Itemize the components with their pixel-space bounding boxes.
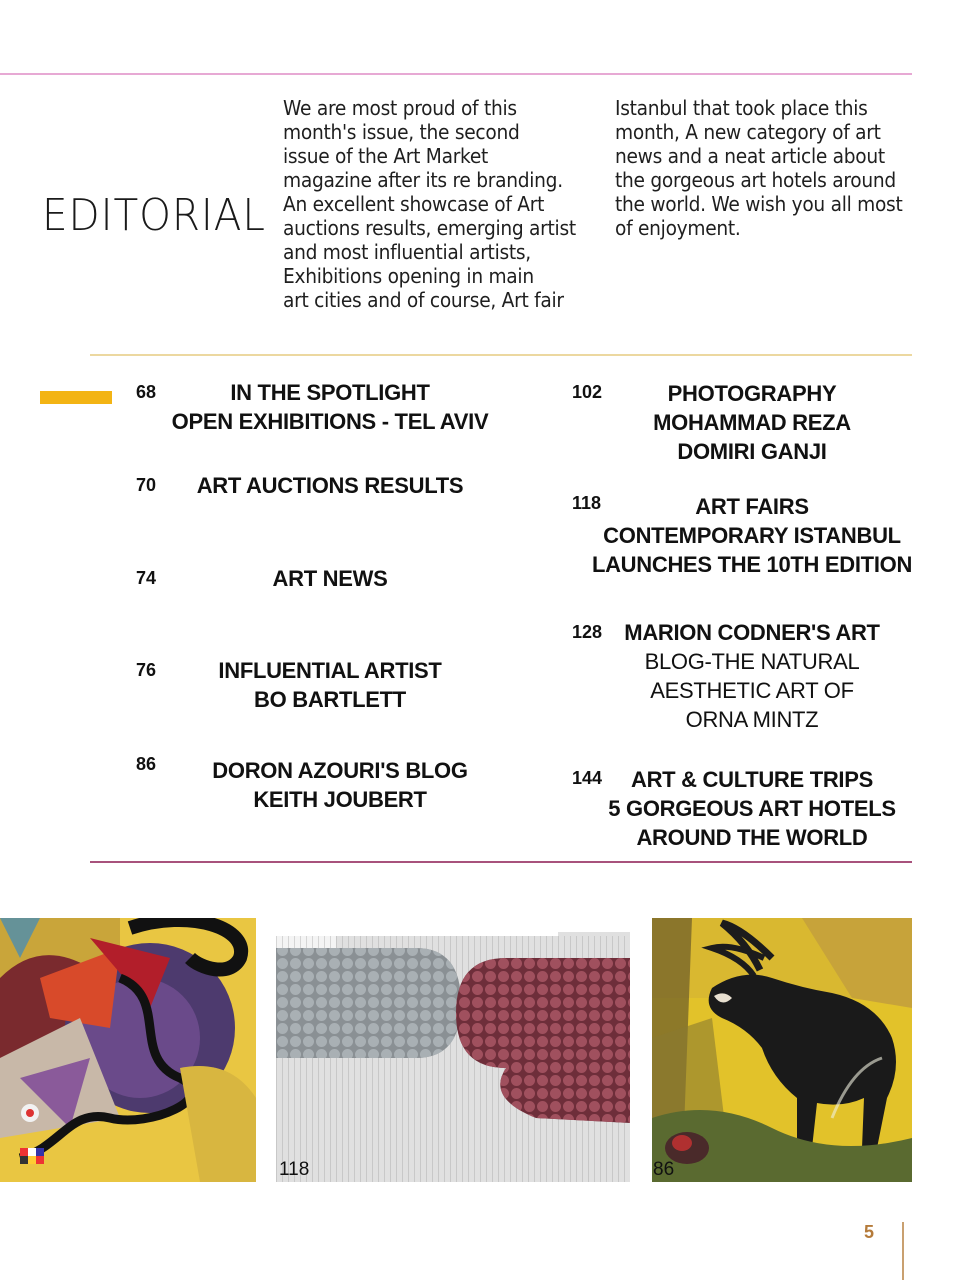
toc-entry-in-the-spotlight[interactable]: IN THE SPOTLIGHT OPEN EXHIBITIONS - TEL AVIV	[171, 380, 489, 434]
toc-page-144[interactable]: 144	[572, 768, 603, 788]
toc-page-74[interactable]: 74	[136, 568, 157, 588]
toc-page-76[interactable]: 76	[136, 660, 157, 680]
antelope-painting-image[interactable]	[652, 918, 912, 1182]
abstract-painting-image[interactable]	[0, 918, 256, 1182]
toc-page-118[interactable]: 118	[572, 493, 602, 513]
image-caption-86: 86	[653, 1159, 675, 1180]
toc-entry-art-auctions-results[interactable]: ART AUCTIONS RESULTS	[196, 473, 464, 498]
toc-entry-marion-codner-blog[interactable]: MARION CODNER'S ART BLOG-THE NATURAL AESTHETIC ART OF ORNA MINTZ	[624, 620, 880, 732]
editorial-text-column-1: We are most proud of this month's issue, the second issue of the Art Market magazine after its re branding. An excellent showcase of Art auctions results, emerging artist and most influential artists, Exhibitions opening in main art cities and of course, Art fair	[283, 96, 576, 312]
toc-page-102[interactable]: 102	[572, 382, 603, 402]
toc-page-86[interactable]: 86	[136, 754, 157, 774]
toc-page-128[interactable]: 128	[572, 622, 603, 642]
toc-entry-art-culture-trips[interactable]: ART & CULTURE TRIPS 5 GORGEOUS ART HOTELS AROUND THE WORLD	[608, 767, 896, 850]
bead-sculpture-art	[276, 918, 630, 1182]
sable-antelope-art	[652, 918, 912, 1182]
toc-entry-art-news[interactable]: ART NEWS	[272, 566, 388, 591]
accent-bar	[40, 391, 112, 404]
image-caption-118: 118	[279, 1159, 310, 1180]
middle-divider	[90, 354, 912, 356]
bottom-divider	[90, 861, 912, 863]
abstract-painting-art	[0, 918, 256, 1182]
top-divider	[0, 73, 912, 75]
folio-rule	[902, 1222, 904, 1280]
toc-entry-influential-artist[interactable]: INFLUENTIAL ARTIST BO BARTLETT	[218, 658, 442, 712]
page-number: 5	[864, 1222, 875, 1242]
toc-entry-doron-azouri-blog[interactable]: DORON AZOURI'S BLOG KEITH JOUBERT	[212, 758, 468, 812]
editorial-text-column-2: Istanbul that took place this month, A new category of art news and a neat article about the gorgeous art hotels around the world. We wish you all most of enjoyment.	[615, 96, 903, 240]
toc-page-68[interactable]: 68	[136, 382, 157, 402]
toc-entry-photography[interactable]: PHOTOGRAPHY MOHAMMAD REZA DOMIRI GANJI	[653, 381, 851, 464]
toc-page-70[interactable]: 70	[136, 475, 157, 495]
editorial-heading: EDITORIAL	[42, 190, 266, 241]
sculpture-photo-image[interactable]	[276, 918, 630, 1182]
toc-entry-art-fairs[interactable]: ART FAIRS CONTEMPORARY ISTANBUL LAUNCHES THE 10TH EDITION	[591, 494, 913, 577]
